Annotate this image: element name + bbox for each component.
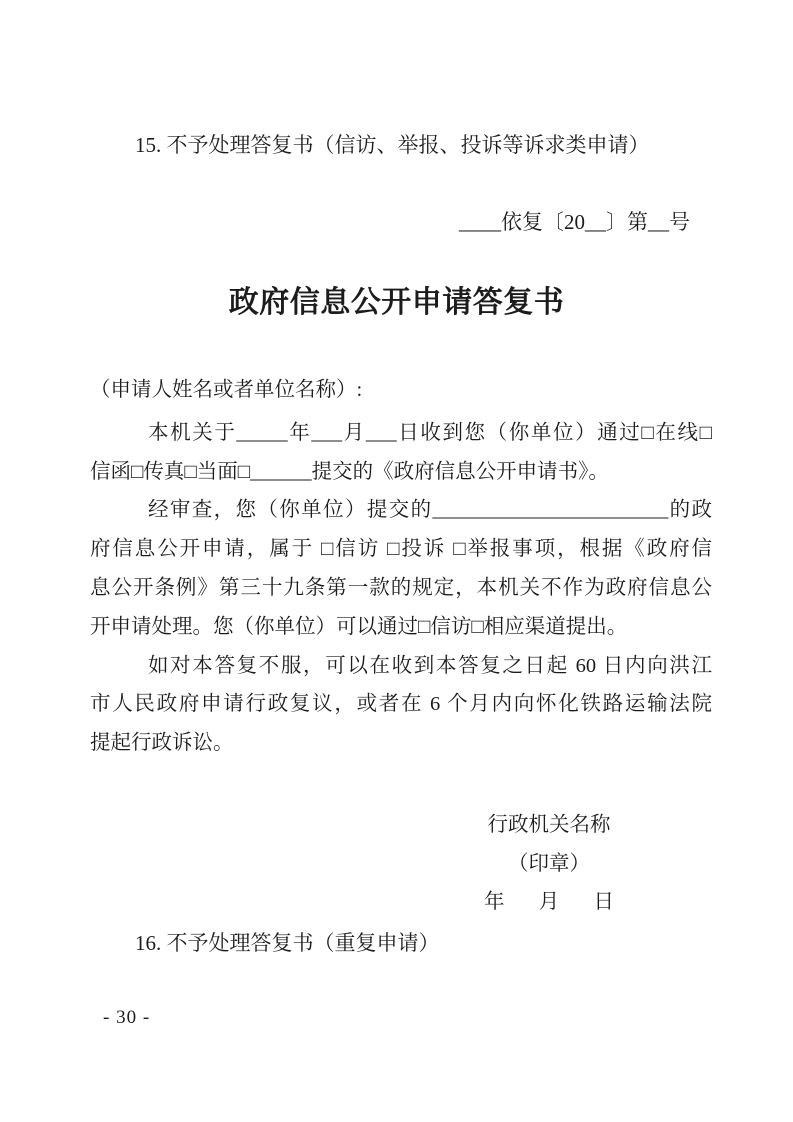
body-line: 如对本答复不服，可以在收到本答复之日起 60 日内向洪江	[148, 654, 712, 677]
signature-block	[484, 806, 614, 922]
body-line: 息公开条例》第三十九条第一款的规定，本机关不作为政府信息公	[90, 576, 712, 599]
body-line: 信函□传真□当面□______提交的《政府信息公开申请书》。	[90, 460, 609, 483]
signature-seal-label: （印章）	[508, 852, 590, 875]
salutation-line: （申请人姓名或者单位名称）:	[90, 379, 363, 401]
body-line: 府信息公开申请，属于 □信访 □投诉 □举报事项，根据《政府信	[90, 538, 712, 561]
item-15-heading: 15. 不予处理答复书（信访、举报、投诉等诉求类申请）	[135, 133, 650, 157]
item-16-heading: 16. 不予处理答复书（重复申请）	[135, 931, 440, 955]
body-line: 经审查，您（你单位）提交的_______________________的政	[148, 499, 712, 522]
body-lines	[90, 414, 712, 763]
body-line: 提起行政诉讼。	[90, 732, 234, 755]
body-line: 开申请处理。您（你单位）可以通过□信访□相应渠道提出。	[90, 615, 628, 638]
body-line: 市人民政府申请行政复议，或者在 6 个月内向怀化铁路运输法院	[90, 693, 712, 716]
page-title: 政府信息公开申请答复书	[228, 286, 565, 319]
page-number: - 30 -	[103, 1007, 151, 1028]
signature-agency-name: 行政机关名称	[487, 814, 611, 836]
body-line: 本机关于_____年___月___日收到您（你单位）通过□在线□	[148, 421, 712, 444]
signature-date-line: 年 月 日	[484, 891, 614, 914]
document-body	[90, 371, 712, 763]
doc-number: ____依复〔20__〕第__号	[459, 210, 690, 234]
